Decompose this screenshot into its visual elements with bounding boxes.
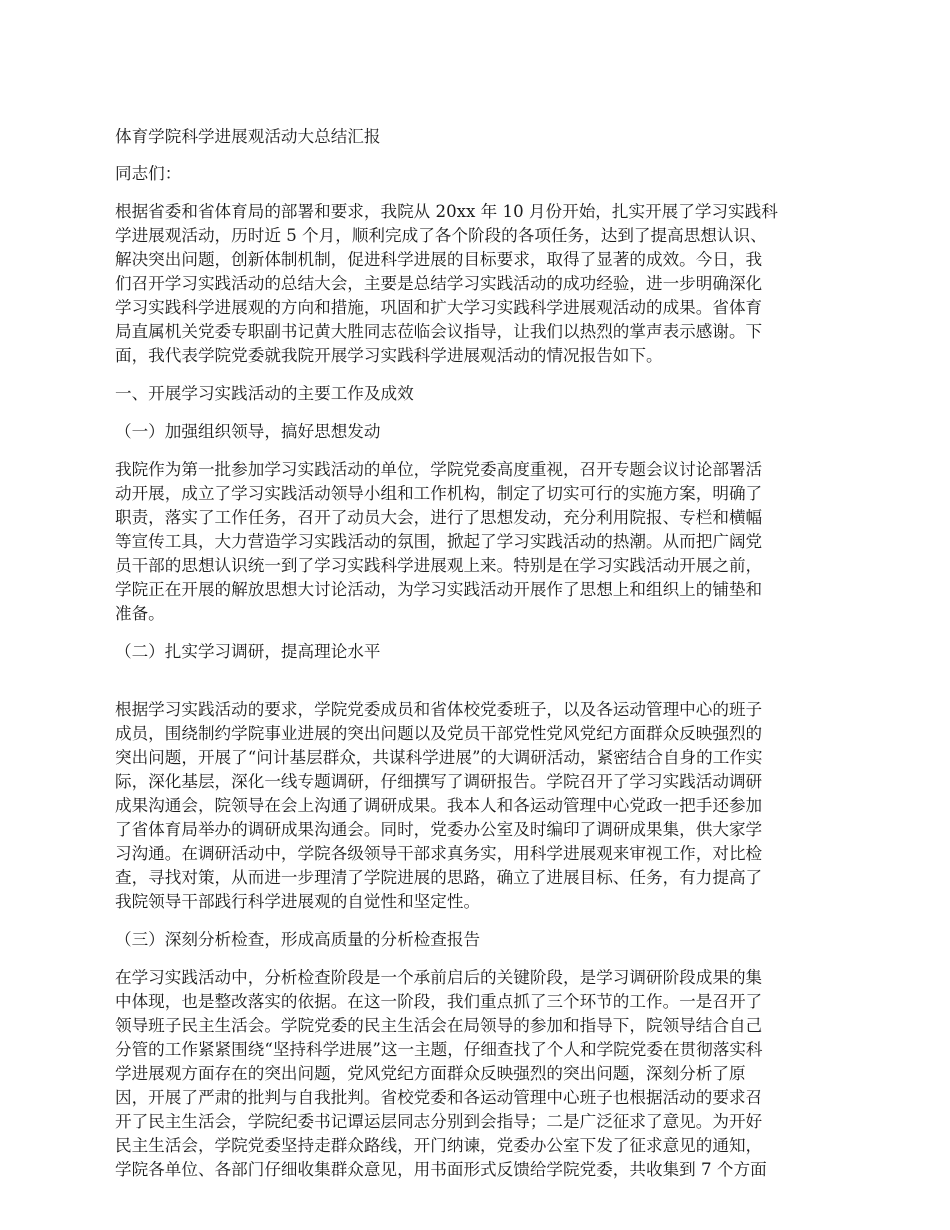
paragraph-line: 中体现，也是整改落实的依据。在这一阶段，我们重点抓了三个环节的工作。一是召开了 — [115, 992, 763, 1011]
paragraph-intro — [115, 200, 840, 368]
paragraph-line: 我院作为第一批参加学习实践活动的单位，学院党委高度重视，召开专题会议讨论部署活 — [115, 460, 763, 479]
paragraph-line: 我院领导干部践行科学进展观的自觉性和坚定性。 — [115, 892, 481, 911]
paragraph-line: 因，开展了严肃的批判与自我批判。省校党委和各运动管理中心班子也根据活动的要求召 — [115, 1088, 763, 1107]
section-heading: 一、开展学习实践活动的主要工作及成效 — [115, 384, 414, 403]
paragraph-line: 在学习实践活动中，分析检查阶段是一个承前启后的关键阶段，是学习调研阶段成果的集 — [115, 968, 763, 987]
paragraph-line: 职责，落实了工作任务，召开了动员大会，进行了思想发动，充分利用院报、专栏和横幅 — [115, 508, 763, 527]
paragraph-line: 了省体育局举办的调研成果沟通会。同时，党委办公室及时编印了调研成果集，供大家学 — [115, 820, 763, 839]
paragraph-line: 准备。 — [115, 604, 165, 623]
paragraph-line: 解决突出问题，创新体制机制，促进科学进展的目标要求，取得了显著的成效。今日，我 — [115, 250, 763, 269]
paragraph-line: 学院各单位、各部门仔细收集群众意见，用书面形式反馈给学院党委，共收集到 7 个方面 — [115, 1160, 767, 1179]
paragraph-line: 等宣传工具，大力营造学习实践活动的氛围，掀起了学习实践活动的热潮。从而把广阔党 — [115, 532, 763, 551]
subsection-heading: （二）扎实学习调研，提高理论水平 — [115, 642, 381, 661]
document-title: 体育学院科学进展观活动大总结汇报 — [115, 127, 381, 146]
paragraph-line: 局直属机关党委专职副书记黄大胜同志莅临会议指导，让我们以热烈的掌声表示感谢。下 — [115, 322, 763, 341]
paragraph-line: 成员，围绕制约学院事业进展的突出问题以及党员干部党性党风党纪方面群众反映强烈的 — [115, 724, 763, 743]
paragraph-line: 面，我代表学院党委就我院开展学习实践科学进展观活动的情况报告如下。 — [115, 346, 663, 365]
paragraph-line: 突出问题，开展了“问计基层群众，共谋科学进展”的大调研活动，紧密结合自身的工作实 — [115, 748, 763, 767]
paragraph-line: 查，寻找对策，从而进一步理清了学院进展的思路，确立了进展目标、任务，有力提高了 — [115, 868, 763, 887]
paragraph-line: 根据学习实践活动的要求，学院党委成员和省体校党委班子，以及各运动管理中心的班子 — [115, 700, 763, 719]
paragraph-line: 根据省委和省体育局的部署和要求，我院从 20xx 年 10 月份开始，扎实开展了学习实践科 — [115, 202, 778, 221]
paragraph-line: 学院正在开展的解放思想大讨论活动，为学习实践活动开展作了思想上和组织上的铺垫和 — [115, 580, 763, 599]
paragraph-line: 领导班子民主生活会。学院党委的民主生活会在局领导的参加和指导下，院领导结合自己 — [115, 1016, 763, 1035]
paragraph-line: 习沟通。在调研活动中，学院各级领导干部求真务实，用科学进展观来审视工作，对比检 — [115, 844, 763, 863]
paragraph-line: 分管的工作紧紧围绕“坚持科学进展”这一主题，仔细查找了个人和学院党委在贯彻落实科 — [115, 1040, 763, 1059]
blank-space — [115, 664, 840, 698]
document-page — [115, 125, 840, 1182]
paragraph-analysis — [115, 966, 840, 1182]
paragraph-line: 动开展，成立了学习实践活动领导小组和工作机构，制定了切实可行的实施方案，明确了 — [115, 484, 763, 503]
paragraph-line: 学习实践科学进展观的方向和措施，巩固和扩大学习实践科学进展观活动的成果。省体育 — [115, 298, 763, 317]
paragraph-line: 开了民主生活会，学院纪委书记谭运层同志分别到会指导；二是广泛征求了意见。为开好 — [115, 1112, 763, 1131]
paragraph-organization — [115, 458, 840, 626]
paragraph-line: 学进展观方面存在的突出问题，党风党纪方面群众反映强烈的突出问题，深刻分析了原 — [115, 1064, 746, 1083]
paragraph-line: 际，深化基层，深化一线专题调研，仔细撰写了调研报告。学院召开了学习实践活动调研 — [115, 772, 763, 791]
paragraph-line: 们召开学习实践活动的总结大会，主要是总结学习实践活动的成功经验，进一步明确深化 — [115, 274, 763, 293]
greeting: 同志们： — [115, 164, 182, 183]
paragraph-line: 民主生活会，学院党委坚持走群众路线，开门纳谏，党委办公室下发了征求意见的通知， — [115, 1136, 763, 1155]
paragraph-line: 成果沟通会，院领导在会上沟通了调研成果。我本人和各运动管理中心党政一把手还参加 — [115, 796, 763, 815]
paragraph-line: 学进展观活动，历时近 5 个月，顺利完成了各个阶段的各项任务，达到了提高思想认识、 — [115, 226, 767, 245]
subsection-heading: （三）深刻分析检查，形成高质量的分析检查报告 — [115, 930, 481, 949]
paragraph-line: 员干部的思想认识统一到了学习实践科学进展观上来。特别是在学习实践活动开展之前， — [115, 556, 763, 575]
paragraph-research — [115, 698, 840, 914]
subsection-heading: （一）加强组织领导，搞好思想发动 — [115, 422, 381, 441]
